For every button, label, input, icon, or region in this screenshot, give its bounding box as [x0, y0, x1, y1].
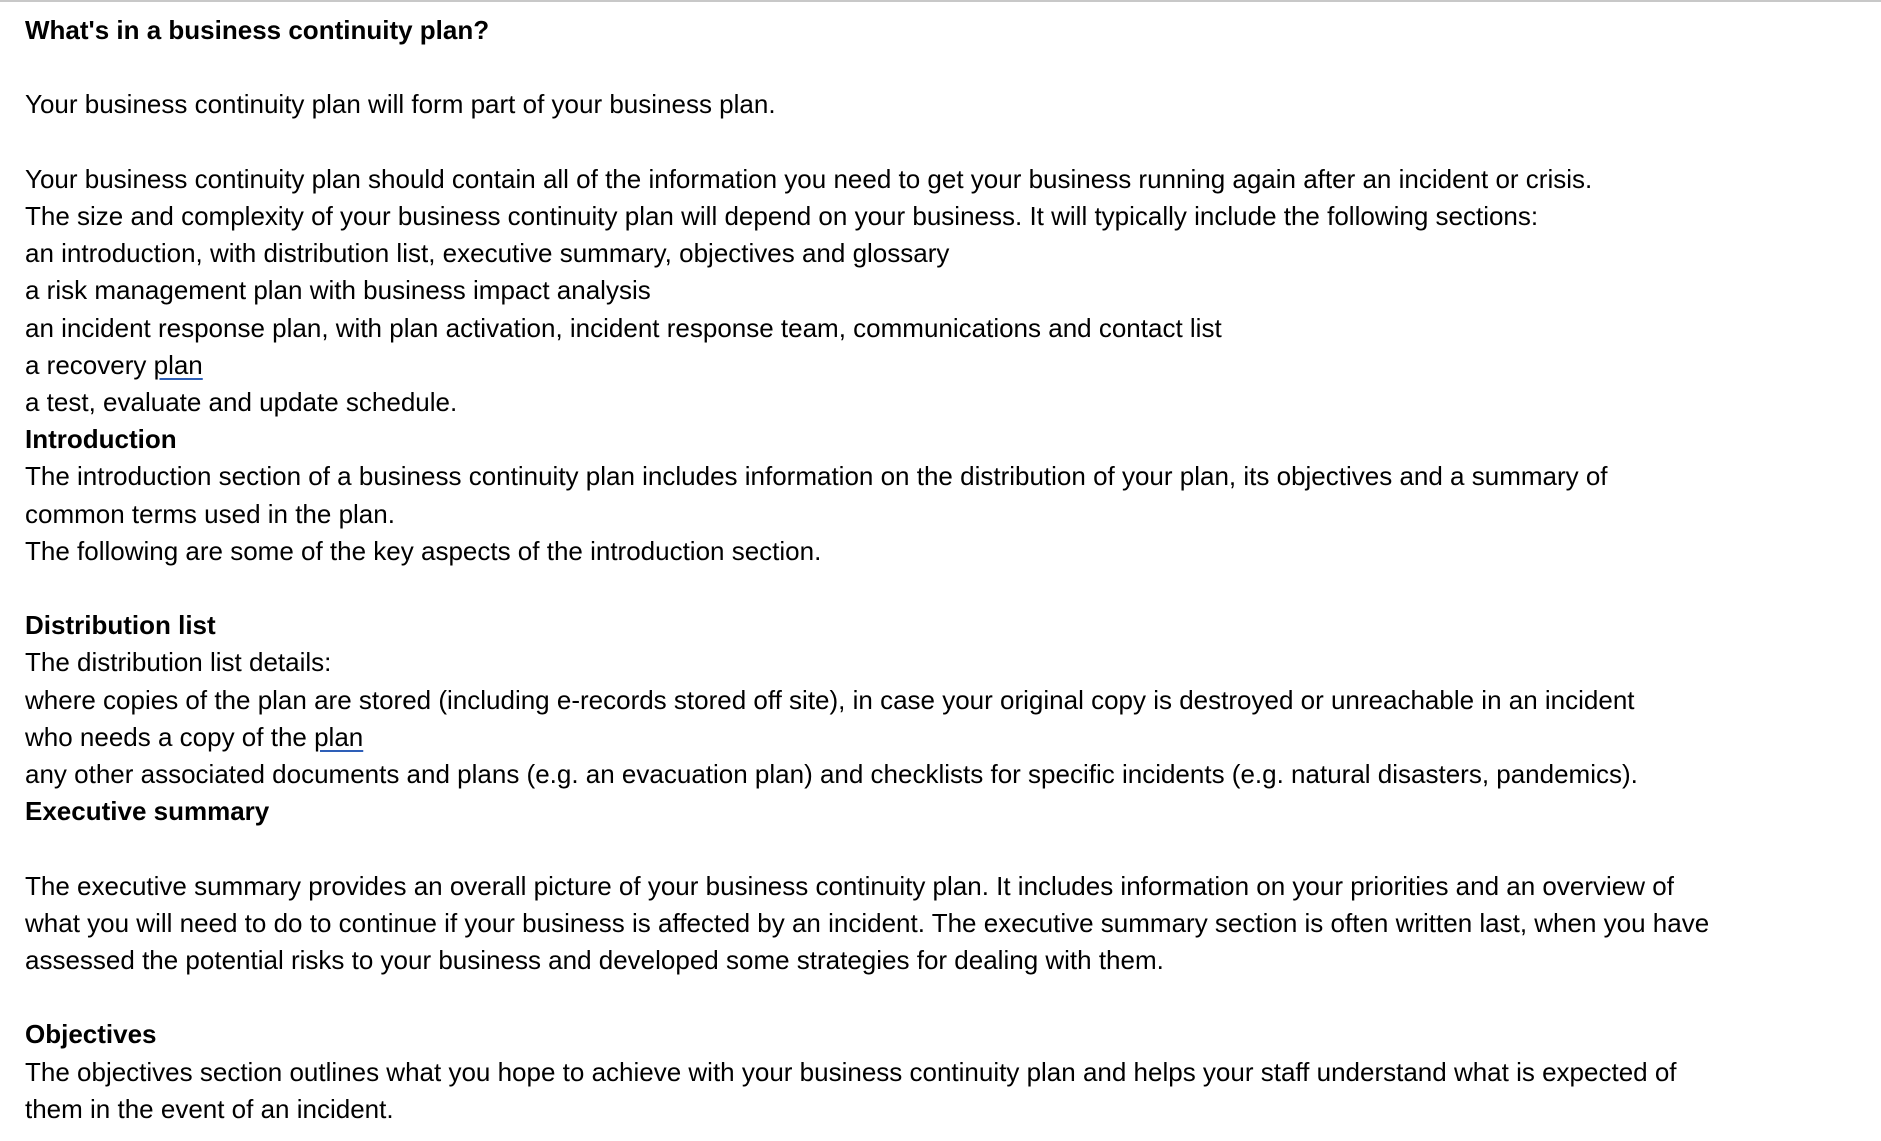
top-border — [0, 0, 1881, 2]
list-item: any other associated documents and plans (e.g. an evacuation plan) and checklists for specific incidents (e.g. natural disasters, pandemics). — [25, 759, 1638, 790]
introduction-heading: Introduction — [25, 424, 177, 455]
distribution-heading: Distribution list — [25, 610, 216, 641]
blank-line — [25, 979, 1865, 1016]
executive-paragraph-line: The executive summary provides an overall picture of your business continuity plan. It includes information on your priorities and an overview of — [25, 870, 1674, 901]
blank-line — [25, 830, 1865, 867]
blank-line — [25, 570, 1865, 607]
list-item: where copies of the plan are stored (including e-records stored off site), in case your original copy is destroyed or unreachable in an incident — [25, 684, 1635, 715]
executive-summary-heading: Executive summary — [25, 796, 270, 827]
list-item-recovery — [25, 347, 1865, 384]
introduction-paragraph-line: common terms used in the plan. — [25, 498, 395, 529]
executive-paragraph-line: assessed the potential risks to your business and developed some strategies for dealing with them. — [25, 945, 1164, 976]
list-item-who-needs — [25, 719, 1865, 756]
document-body — [25, 12, 1865, 1128]
executive-paragraph-line: what you will need to do to continue if your business is affected by an incident. The executive summary section is often written last, when you have — [25, 907, 1710, 938]
objectives-paragraph-line: The objectives section outlines what you hope to achieve with your business continuity plan and helps your staff understand what is expected of — [25, 1056, 1677, 1087]
distribution-details: The distribution list details: — [25, 647, 332, 678]
intro-line: Your business continuity plan will form part of your business plan. — [25, 89, 776, 120]
objectives-paragraph-line: them in the event of an incident. — [25, 1093, 394, 1124]
introduction-following: The following are some of the key aspects of the introduction section. — [25, 535, 822, 566]
blank-line — [25, 49, 1865, 86]
objectives-heading: Objectives — [25, 1019, 157, 1050]
document-title: What's in a business continuity plan? — [25, 15, 490, 45]
list-item: an introduction, with distribution list, executive summary, objectives and glossary — [25, 238, 950, 269]
introduction-paragraph-line: The introduction section of a business continuity plan includes information on the distribution of your plan, its objectives and a summary of — [25, 461, 1608, 492]
list-item: an incident response plan, with plan activation, incident response team, communications and contact list — [25, 312, 1222, 343]
who-needs-prefix: who needs a copy of the — [25, 721, 315, 752]
plan-link[interactable]: plan — [314, 721, 364, 752]
contain-line: Your business continuity plan should contain all of the information you need to get your business running again after an incident or crisis. — [25, 163, 1593, 194]
recovery-plan-link[interactable]: plan — [153, 349, 203, 380]
list-item: a risk management plan with business impact analysis — [25, 275, 651, 306]
size-line: The size and complexity of your business continuity plan will depend on your business. It will typically include the following sections: — [25, 200, 1539, 231]
list-item: a test, evaluate and update schedule. — [25, 387, 458, 417]
recovery-prefix: a recovery — [25, 349, 154, 380]
blank-line — [25, 124, 1865, 161]
